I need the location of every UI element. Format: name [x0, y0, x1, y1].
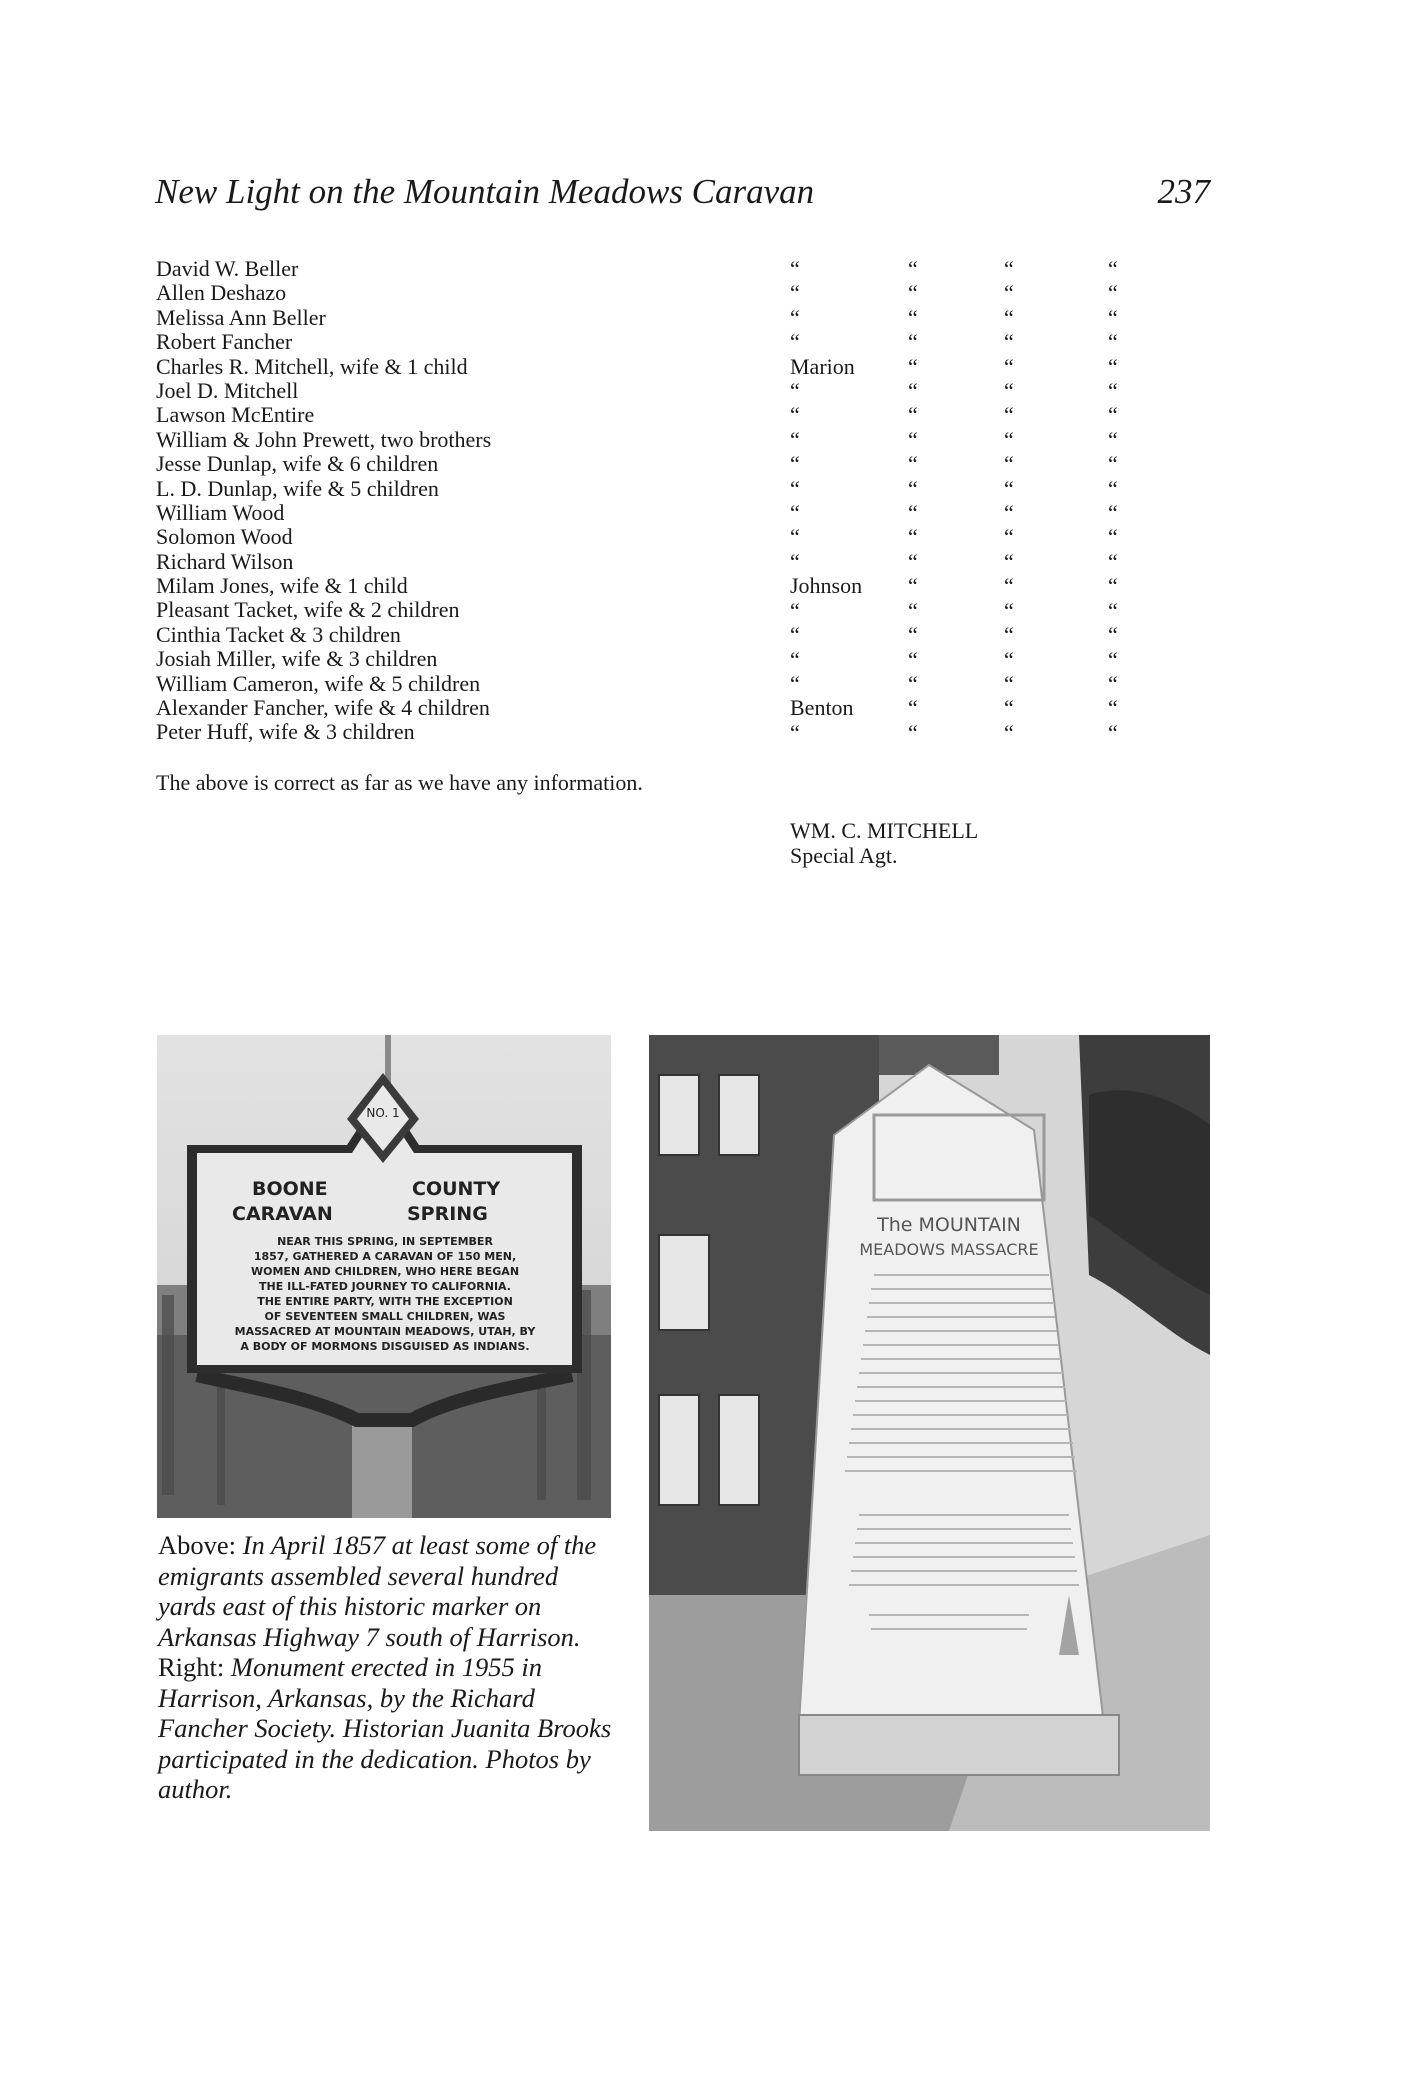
roster-name: L. D. Dunlap, wife & 5 children: [156, 475, 439, 501]
page-number: 237: [1157, 172, 1210, 211]
roster-cell: “: [790, 719, 800, 745]
roster-cell: “: [908, 500, 918, 526]
photo-monument: [649, 1035, 1210, 1831]
roster-name: Solomon Wood: [156, 524, 293, 550]
marker-title-right-2: SPRING: [407, 1203, 488, 1225]
roster-cell: “: [1004, 304, 1014, 330]
roster-cell: “: [1108, 719, 1118, 745]
roster-cell: “: [1004, 524, 1014, 550]
monument-illustration: [649, 1035, 1210, 1831]
roster-cell: “: [790, 622, 800, 648]
roster-cell: Marion: [790, 353, 855, 379]
caption-right-text: Monument erected in 1955 in Harrison, Arkansas, by the Richard Fancher Society. Historian Juanita Brooks participated in the dedication. Photos by author.: [158, 1652, 612, 1804]
roster-name: Alexander Fancher, wife & 4 children: [156, 695, 490, 721]
roster-ditto-column-3: [1004, 257, 1044, 745]
roster-name: William Cameron, wife & 5 children: [156, 670, 481, 696]
monument-title-1: The MOUNTAIN: [877, 1214, 1021, 1236]
roster-name: Jesse Dunlap, wife & 6 children: [156, 451, 439, 477]
roster-cell: “: [1004, 597, 1014, 623]
roster-cell: “: [790, 304, 800, 330]
marker-inscription-line: WOMEN AND CHILDREN, WHO HERE BEGAN: [250, 1265, 520, 1278]
roster-cell: “: [1108, 475, 1118, 501]
marker-title-left-2: CARAVAN: [232, 1203, 333, 1225]
roster-name: William Wood: [156, 499, 285, 525]
roster-cell: “: [790, 378, 800, 404]
roster-cell: “: [1108, 524, 1118, 550]
roster-name: Richard Wilson: [156, 548, 294, 574]
roster-cell: “: [1004, 695, 1014, 721]
roster-cell: “: [908, 524, 918, 550]
roster-cell: “: [1108, 500, 1118, 526]
roster-names-column: [156, 257, 796, 745]
roster-cell: “: [1108, 329, 1118, 355]
roster-cell: “: [790, 256, 800, 281]
roster-cell: “: [1004, 500, 1014, 526]
roster-cell: “: [908, 548, 918, 574]
marker-inscription-line: A BODY OF MORMONS DISGUISED AS INDIANS.: [240, 1340, 530, 1353]
roster-cell: “: [1108, 256, 1118, 281]
roster-cell: “: [908, 402, 918, 428]
marker-inscription-line: 1857, GATHERED A CARAVAN OF 150 MEN,: [253, 1250, 517, 1263]
roster-cell: “: [790, 670, 800, 696]
caption-above-label: Above:: [158, 1530, 237, 1560]
roster-cell: “: [1004, 646, 1014, 672]
roster-cell: “: [908, 622, 918, 648]
roster-name: Milam Jones, wife & 1 child: [156, 573, 408, 599]
roster-cell: “: [1004, 548, 1014, 574]
running-header-title: New Light on the Mountain Meadows Caravan: [155, 172, 815, 211]
roster-cell: “: [1108, 280, 1118, 306]
roster-name: Lawson McEntire: [156, 402, 315, 428]
marker-title-left-1: BOONE: [252, 1178, 328, 1200]
monument-title-2: MEADOWS MASSACRE: [859, 1240, 1039, 1259]
roster-cell: “: [1004, 378, 1014, 404]
roster-cell: “: [790, 402, 800, 428]
roster-cell: “: [1004, 353, 1014, 379]
roster-cell: “: [790, 597, 800, 623]
roster-cell: “: [1004, 573, 1014, 599]
signature-name: WM. C. MITCHELL: [790, 818, 979, 843]
roster-name: Joel D. Mitchell: [156, 377, 299, 403]
roster-cell: “: [908, 597, 918, 623]
roster-cell: “: [1108, 548, 1118, 574]
caption-right-label: Right:: [158, 1652, 225, 1682]
roster-name: Robert Fancher: [156, 329, 293, 355]
roster-cell: “: [790, 426, 800, 452]
roster-cell: “: [1108, 622, 1118, 648]
roster-cell: “: [1004, 622, 1014, 648]
roster-name: Allen Deshazo: [156, 280, 287, 306]
roster-cell: “: [1004, 719, 1014, 745]
roster-cell: “: [790, 548, 800, 574]
roster-cell: “: [1108, 378, 1118, 404]
roster-name: Peter Huff, wife & 3 children: [156, 719, 415, 745]
roster-cell: “: [790, 524, 800, 550]
marker-inscription-line: THE ILL-FATED JOURNEY TO CALIFORNIA.: [259, 1280, 511, 1293]
photo-caption: [158, 1530, 620, 1805]
roster-cell: “: [908, 280, 918, 306]
signature-block: [790, 818, 978, 868]
roster-cell: “: [790, 280, 800, 306]
roster-name: Melissa Ann Beller: [156, 304, 326, 330]
marker-inscription-line: MASSACRED AT MOUNTAIN MEADOWS, UTAH, BY: [234, 1325, 536, 1338]
roster-cell: “: [1004, 402, 1014, 428]
roster-cell: “: [1004, 256, 1014, 281]
roster-cell: “: [908, 646, 918, 672]
roster-cell: “: [790, 646, 800, 672]
signature-title: Special Agt.: [790, 843, 898, 868]
roster-cell: “: [790, 475, 800, 501]
roster-cell: “: [1108, 597, 1118, 623]
roster-cell: “: [790, 451, 800, 477]
roster-cell: “: [908, 695, 918, 721]
closing-note: The above is correct as far as we have any information.: [156, 770, 643, 795]
marker-badge: NO. 1: [366, 1106, 400, 1120]
roster-cell: “: [1004, 475, 1014, 501]
roster-cell: “: [1004, 280, 1014, 306]
roster-cell: “: [1108, 426, 1118, 452]
roster-cell: “: [1108, 646, 1118, 672]
historic-marker-illustration: [157, 1035, 611, 1518]
roster-cell: “: [1108, 353, 1118, 379]
roster-cell: “: [790, 329, 800, 355]
roster-cell: “: [908, 451, 918, 477]
roster-name: Josiah Miller, wife & 3 children: [156, 646, 438, 672]
roster-cell: “: [908, 475, 918, 501]
roster-name: William & John Prewett, two brothers: [156, 426, 492, 452]
roster-ditto-column-2: [908, 257, 948, 745]
roster-cell: “: [1004, 670, 1014, 696]
photo-historic-marker: [157, 1035, 611, 1518]
roster-cell: “: [1108, 402, 1118, 428]
roster-name: Cinthia Tacket & 3 children: [156, 621, 401, 647]
roster-cell: “: [908, 670, 918, 696]
roster-ditto-column-4: [1108, 257, 1148, 745]
roster-cell: “: [1004, 451, 1014, 477]
roster-name: David W. Beller: [156, 256, 299, 281]
roster-cell: “: [908, 304, 918, 330]
roster-cell: “: [1108, 670, 1118, 696]
roster-cell: “: [908, 426, 918, 452]
roster-cell: “: [908, 256, 918, 281]
roster-cell: “: [908, 378, 918, 404]
roster-cell: “: [908, 573, 918, 599]
marker-inscription-line: THE ENTIRE PARTY, WITH THE EXCEPTION: [257, 1295, 513, 1308]
marker-inscription-line: NEAR THIS SPRING, IN SEPTEMBER: [277, 1235, 493, 1248]
roster-cell: “: [908, 329, 918, 355]
roster-cell: “: [1108, 451, 1118, 477]
roster-name: Pleasant Tacket, wife & 2 children: [156, 597, 460, 623]
roster-cell: Benton: [790, 695, 854, 721]
roster-cell: “: [1004, 329, 1014, 355]
roster-cell: “: [908, 719, 918, 745]
roster-cell: “: [1108, 695, 1118, 721]
roster-cell: “: [790, 500, 800, 526]
roster-name: Charles R. Mitchell, wife & 1 child: [156, 353, 468, 379]
roster-cell: “: [1108, 573, 1118, 599]
marker-inscription-line: OF SEVENTEEN SMALL CHILDREN, WAS: [264, 1310, 506, 1323]
roster-cell: “: [1108, 304, 1118, 330]
roster-cell: “: [1004, 426, 1014, 452]
roster-cell: “: [908, 353, 918, 379]
roster-cell: Johnson: [790, 573, 863, 599]
marker-title-right-1: COUNTY: [412, 1178, 501, 1200]
caption-above-text: In April 1857 at least some of the emigrants assembled several hundred yards east of this historic marker on Arkansas Highway 7 south of Harrison.: [158, 1530, 597, 1652]
